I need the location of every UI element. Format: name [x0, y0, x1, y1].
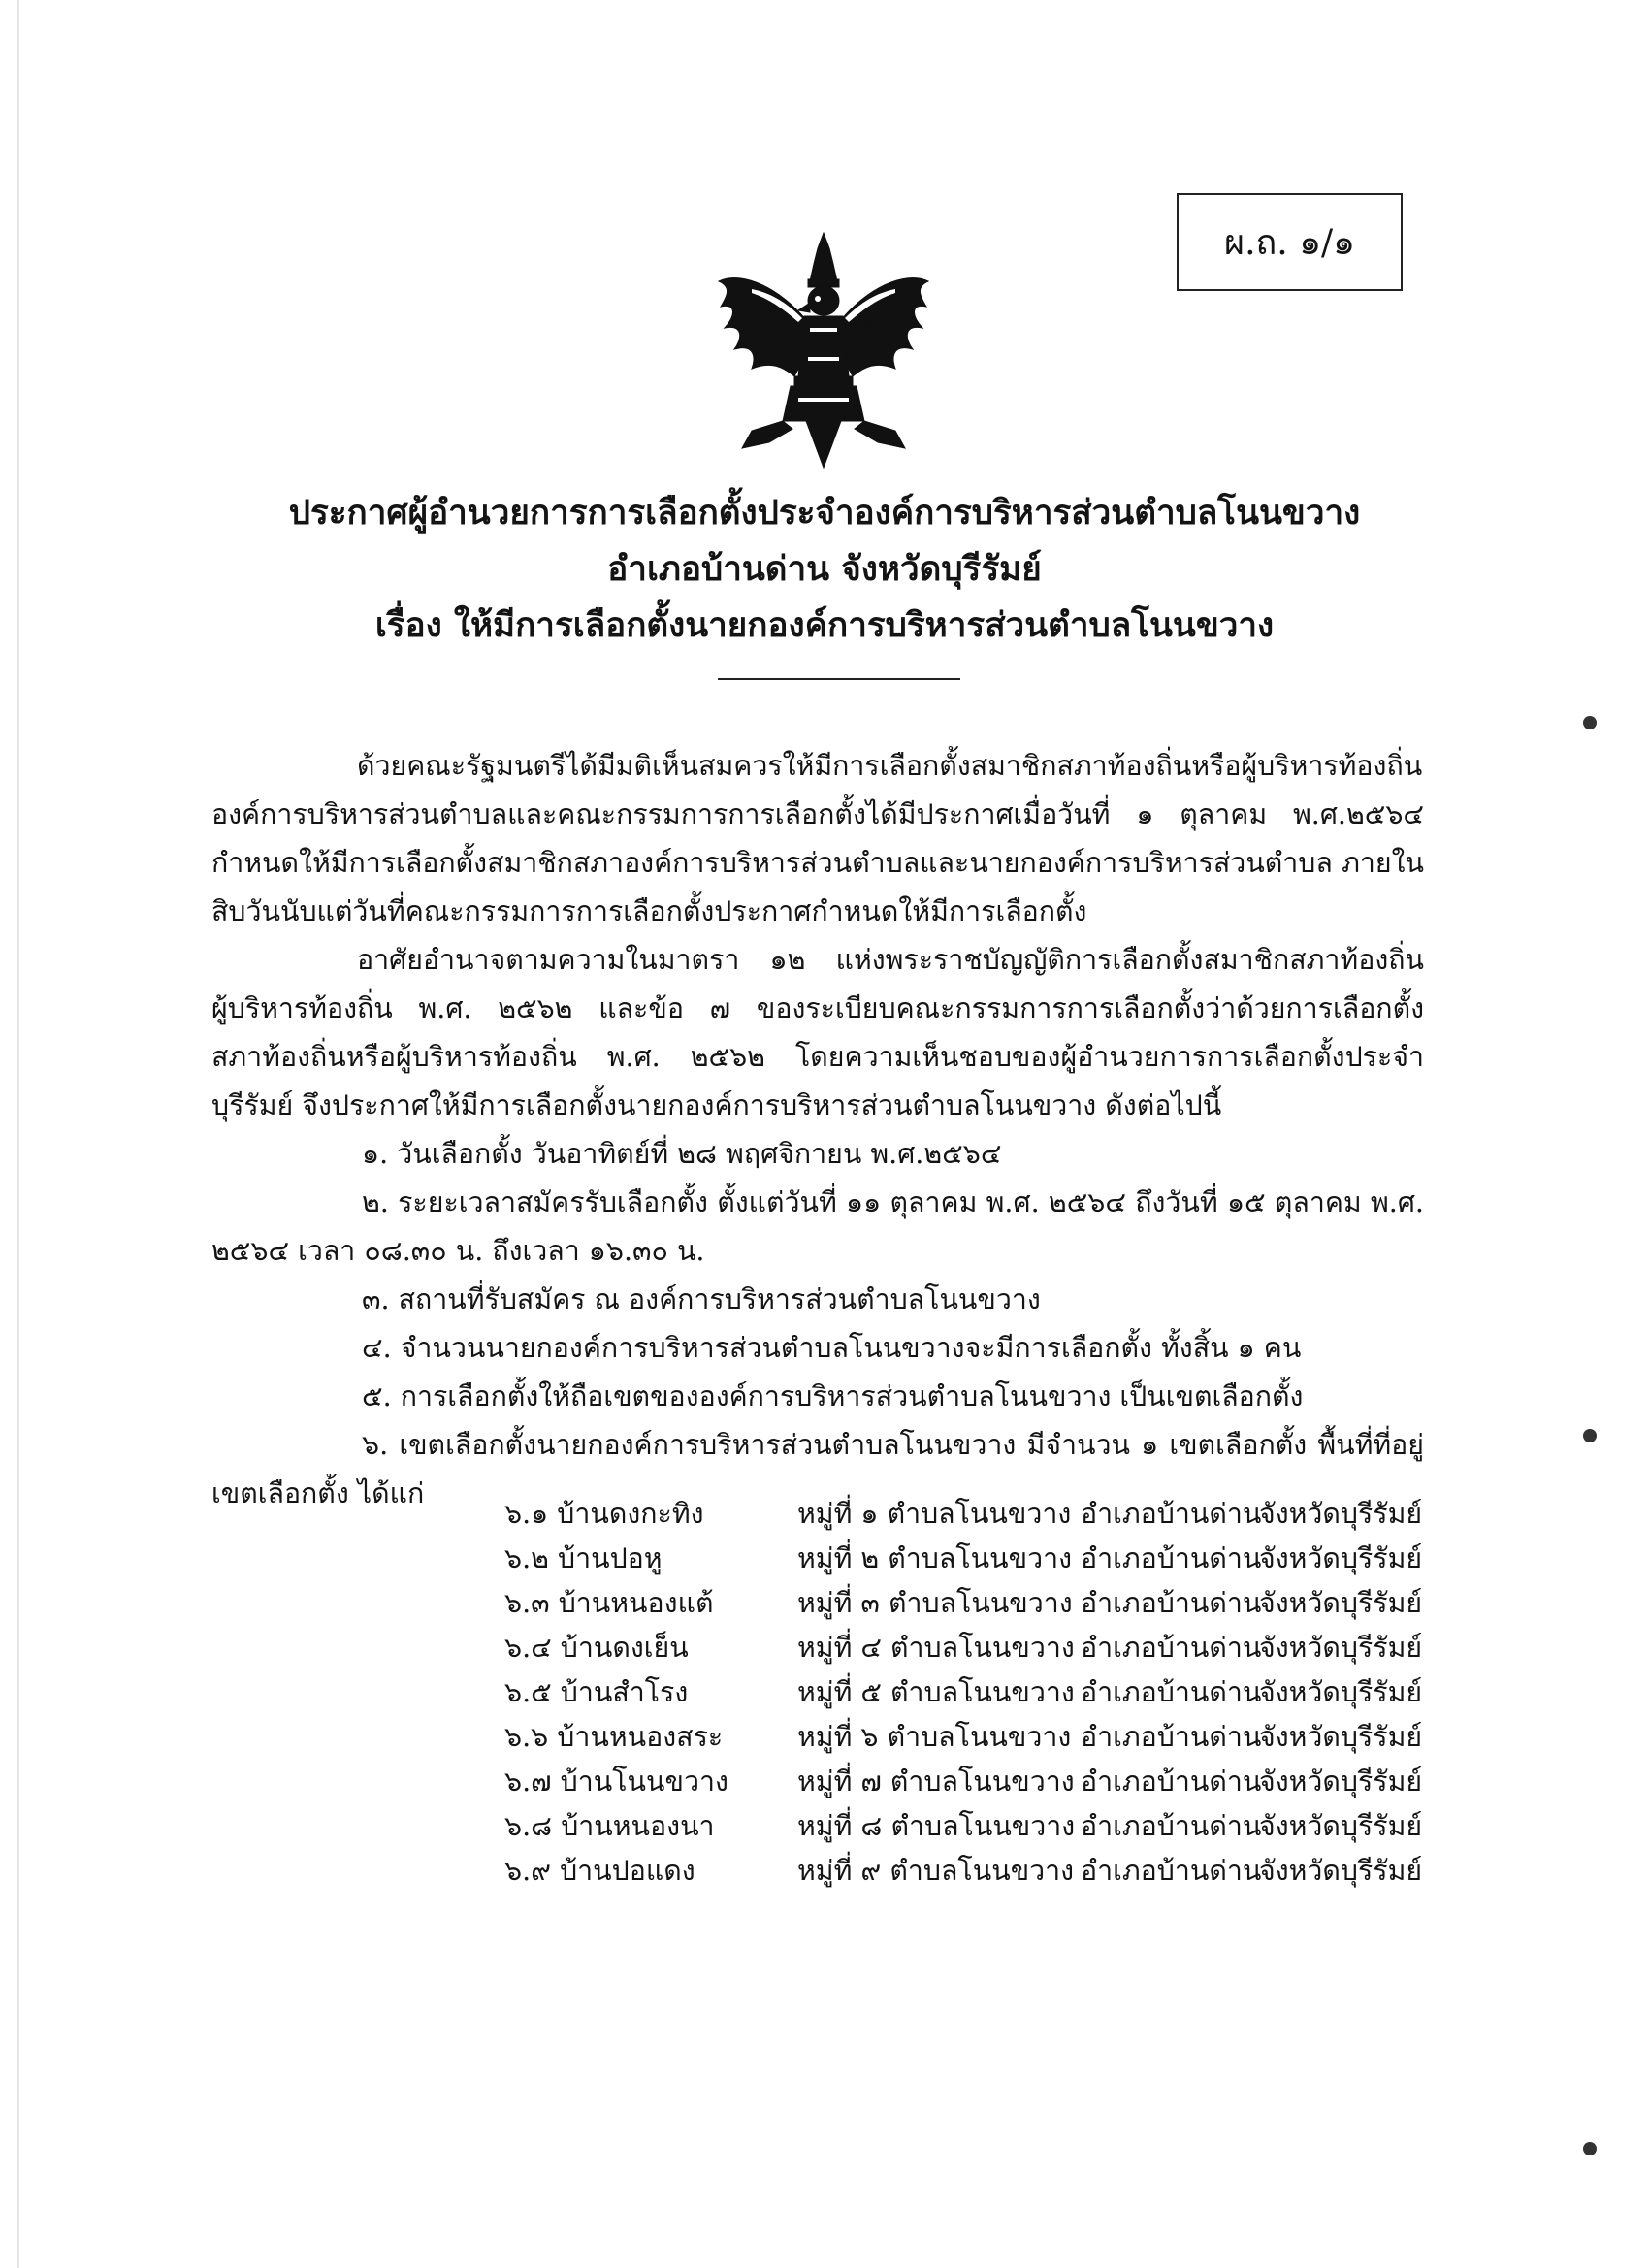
- list-item: ๕. การเลือกตั้งให้ถือเขตขององค์การบริหารส่วนตำบลโนนขวาง เป็นเขตเลือกตั้ง: [362, 1380, 1304, 1412]
- village-row: [504, 1492, 1426, 1537]
- village-moo: หมู่ที่ ๘ ตำบลโนนขวาง: [797, 1810, 1076, 1842]
- village-name: ๖.๔ บ้านดงเย็น: [504, 1632, 689, 1664]
- village-row: [504, 1537, 1426, 1581]
- village-district: อำเภอบ้านด่าน: [1081, 1498, 1262, 1530]
- village-province: จังหวัดบุรีรัมย์: [1259, 1498, 1423, 1530]
- village-name: ๖.๗ บ้านโนนขวาง: [504, 1766, 728, 1798]
- body-line: สภาท้องถิ่นหรือผู้บริหารท้องถิ่น พ.ศ. ๒๕๖๒ โดยความเห็นชอบของผู้อำนวยการการเลือกตั้งประจำ: [211, 1041, 1424, 1073]
- body-line: อาศัยอำนาจตามความในมาตรา ๑๒ แห่งพระราชบัญญัติการเลือกตั้งสมาชิกสภาท้องถิ่น: [357, 944, 1424, 976]
- list-item: ๔. จำนวนนายกองค์การบริหารส่วนตำบลโนนขวางจะมีการเลือกตั้ง ทั้งสิ้น ๑ คน: [362, 1332, 1302, 1364]
- village-district: อำเภอบ้านด่าน: [1081, 1810, 1262, 1842]
- village-row: [504, 1670, 1426, 1715]
- list-item: ๖. เขตเลือกตั้งนายกองค์การบริหารส่วนตำบลโนนขวาง มีจำนวน ๑ เขตเลือกตั้ง พื้นที่ที่อยู่: [362, 1429, 1424, 1461]
- village-district: อำเภอบ้านด่าน: [1081, 1721, 1262, 1753]
- announcement-body: [211, 742, 1424, 1518]
- village-province: จังหวัดบุรีรัมย์: [1259, 1810, 1423, 1842]
- body-line: องค์การบริหารส่วนตำบลและคณะกรรมการการเลือกตั้งได้มีประกาศเมื่อวันที่ ๑ ตุลาคม พ.ศ.๒๕๖๔: [211, 798, 1424, 830]
- list-item: ๒. ระยะเวลาสมัครรับเลือกตั้ง ตั้งแต่วันที่ ๑๑ ตุลาคม พ.ศ. ๒๕๖๔ ถึงวันที่ ๑๕ ตุลาคม พ.ศ.: [362, 1186, 1424, 1218]
- village-district: อำเภอบ้านด่าน: [1081, 1676, 1262, 1708]
- village-moo: หมู่ที่ ๓ ตำบลโนนขวาง: [797, 1587, 1073, 1619]
- village-name: ๖.๓ บ้านหนองแต้: [504, 1587, 714, 1619]
- village-province: จังหวัดบุรีรัมย์: [1259, 1855, 1423, 1887]
- village-name: ๖.๑ บ้านดงกะทิง: [504, 1498, 704, 1530]
- village-district: อำเภอบ้านด่าน: [1081, 1766, 1262, 1798]
- body-line: ผู้บริหารท้องถิ่น พ.ศ. ๒๕๖๒ และข้อ ๗ ของระเบียบคณะกรรมการการเลือกตั้งว่าด้วยการเลือกตั้ง: [211, 992, 1424, 1024]
- village-province: จังหวัดบุรีรัมย์: [1259, 1632, 1423, 1664]
- village-name: ๖.๙ บ้านปอแดง: [504, 1855, 695, 1887]
- village-name: ๖.๕ บ้านสำโรง: [504, 1676, 689, 1708]
- village-district: อำเภอบ้านด่าน: [1081, 1855, 1262, 1887]
- village-province: จังหวัดบุรีรัมย์: [1259, 1721, 1423, 1753]
- village-moo: หมู่ที่ ๗ ตำบลโนนขวาง: [797, 1766, 1075, 1798]
- village-row: [504, 1804, 1426, 1849]
- village-row: [504, 1849, 1426, 1894]
- body-line: ๒๕๖๔ เวลา ๐๘.๓๐ น. ถึงเวลา ๑๖.๓๐ น.: [211, 1235, 705, 1267]
- village-province: จังหวัดบุรีรัมย์: [1259, 1676, 1423, 1708]
- village-moo: หมู่ที่ ๒ ตำบลโนนขวาง: [797, 1542, 1073, 1574]
- scan-edge-shadow: [17, 0, 19, 2268]
- village-moo: หมู่ที่ ๔ ตำบลโนนขวาง: [797, 1632, 1075, 1664]
- form-code-box: ผ.ถ. ๑/๑: [1177, 193, 1403, 291]
- binder-hole-mark: [1583, 1429, 1597, 1442]
- village-province: จังหวัดบุรีรัมย์: [1259, 1587, 1423, 1619]
- village-province: จังหวัดบุรีรัมย์: [1259, 1542, 1423, 1574]
- village-name: ๖.๖ บ้านหนองสระ: [504, 1721, 724, 1753]
- village-row: [504, 1760, 1426, 1804]
- title-divider: [718, 678, 960, 680]
- list-item: ๓. สถานที่รับสมัคร ณ องค์การบริหารส่วนตำบลโนนขวาง: [362, 1283, 1041, 1315]
- village-name: ๖.๘ บ้านหนองนา: [504, 1810, 715, 1842]
- village-row: [504, 1581, 1426, 1626]
- village-name: ๖.๒ บ้านปอหู: [504, 1542, 663, 1574]
- body-line: เขตเลือกตั้ง ได้แก่: [211, 1477, 425, 1509]
- village-row: [504, 1715, 1426, 1760]
- village-district: อำเภอบ้านด่าน: [1081, 1587, 1262, 1619]
- village-moo: หมู่ที่ ๖ ตำบลโนนขวาง: [797, 1721, 1072, 1753]
- village-district: อำเภอบ้านด่าน: [1081, 1632, 1262, 1664]
- body-line: สิบวันนับแต่วันที่คณะกรรมการการเลือกตั้งประกาศกำหนดให้มีการเลือกตั้ง: [211, 895, 1087, 927]
- garuda-emblem-icon: [713, 231, 934, 470]
- village-moo: หมู่ที่ ๕ ตำบลโนนขวาง: [797, 1676, 1075, 1708]
- village-moo: หมู่ที่ ๙ ตำบลโนนขวาง: [797, 1855, 1075, 1887]
- binder-hole-mark: [1583, 2142, 1597, 2155]
- announcement-title: [242, 485, 1406, 654]
- village-province: จังหวัดบุรีรัมย์: [1259, 1766, 1423, 1798]
- village-district: อำเภอบ้านด่าน: [1081, 1542, 1262, 1574]
- list-item: ๑. วันเลือกตั้ง วันอาทิตย์ที่ ๒๘ พฤศจิกายน พ.ศ.๒๕๖๔: [362, 1138, 1002, 1170]
- village-moo: หมู่ที่ ๑ ตำบลโนนขวาง: [797, 1498, 1072, 1530]
- body-line: บุรีรัมย์ จึงประกาศให้มีการเลือกตั้งนายกองค์การบริหารส่วนตำบลโนนขวาง ดังต่อไปนี้: [211, 1089, 1222, 1121]
- title-line-3: เรื่อง ให้มีการเลือกตั้งนายกองค์การบริหารส่วนตำบลโนนขวาง: [374, 605, 1275, 645]
- binder-hole-mark: [1583, 716, 1597, 729]
- village-list: [504, 1492, 1426, 1894]
- title-line-1: ประกาศผู้อำนวยการการเลือกตั้งประจำองค์การบริหารส่วนตำบลโนนขวาง: [288, 493, 1361, 533]
- body-line: กำหนดให้มีการเลือกตั้งสมาชิกสภาองค์การบริหารส่วนตำบลและนายกองค์การบริหารส่วนตำบล ภายใน: [211, 847, 1424, 879]
- title-line-2: อำเภอบ้านด่าน จังหวัดบุรีรัมย์: [607, 549, 1042, 589]
- village-row: [504, 1626, 1426, 1670]
- body-line: ด้วยคณะรัฐมนตรีได้มีมติเห็นสมควรให้มีการเลือกตั้งสมาชิกสภาท้องถิ่นหรือผู้บริหารท้องถิ่น: [357, 750, 1423, 782]
